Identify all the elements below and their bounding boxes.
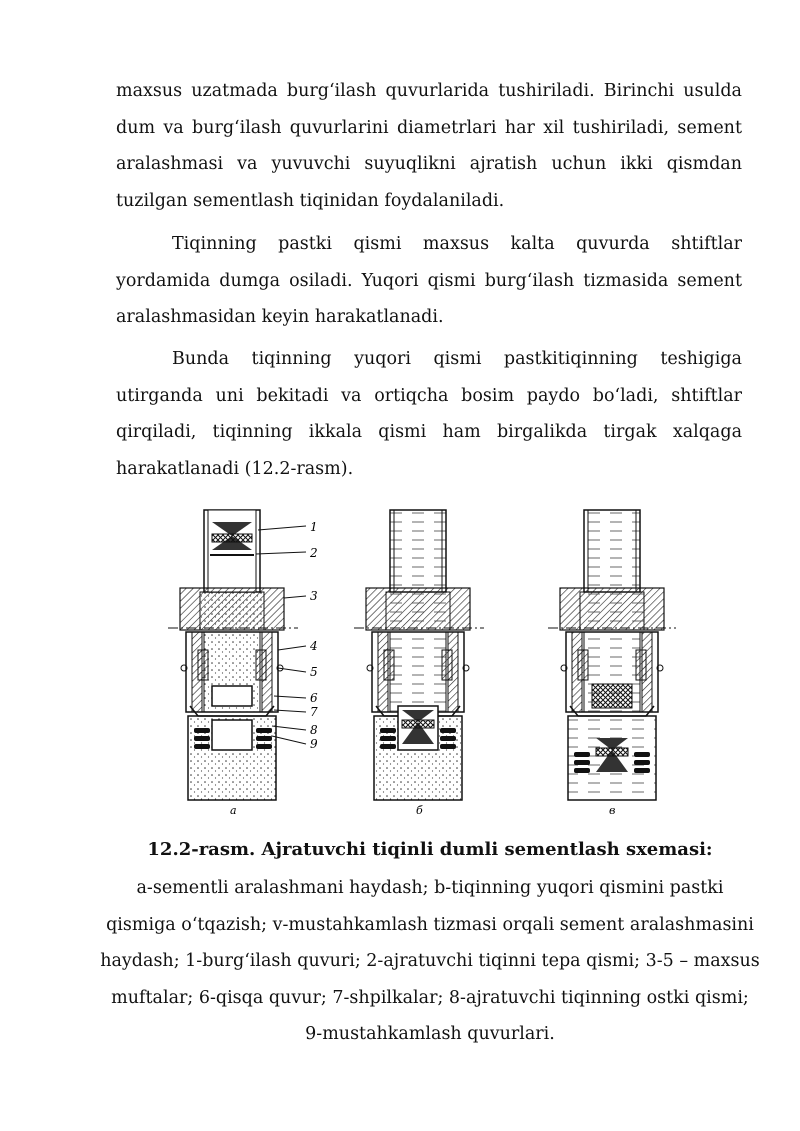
figure-drawing <box>168 500 676 820</box>
panel-b-drawing <box>354 510 484 800</box>
callout-6: 6 <box>310 691 318 705</box>
figure-caption-body: a-sementli aralashmani haydash; b-tiqinning yuqori qismini pastki qismiga o‘tqazish; v-mustahkamlash tizmasi orqali sement aralashmasini haydash; 1-burg‘ilash quvuri; 2-ajratuvchi tiqinni tepa qismi; 3-5 – maxsus muftalar; 6-qisqa quvur; 7-shpilkalar; 8-ajratuvchi tiqinning ostki qismi; 9-mustahkamlash quvurlari. <box>100 878 760 1044</box>
callout-9: 9 <box>310 737 318 751</box>
panel-label-v: в <box>609 804 616 817</box>
callout-3: 3 <box>310 589 318 603</box>
cementing-scheme-figure <box>168 500 676 820</box>
callout-5: 5 <box>310 665 318 679</box>
paragraph-2: Tiqinning pastki qismi maxsus kalta quvurda shtiftlar yordamida dumga osiladi. Yuqori qismi burg‘ilash tizmasida sement aralashmasidan keyin harakatlanadi. <box>116 234 742 327</box>
panel-v-drawing <box>548 510 676 800</box>
callout-2: 2 <box>310 546 318 560</box>
figure-caption-title: 12.2-rasm. Ajratuvchi tiqinli dumli sementlash sxemasi: <box>147 839 713 860</box>
callout-7: 7 <box>310 705 318 719</box>
callout-4: 4 <box>310 639 318 653</box>
panel-label-b: б <box>416 804 423 817</box>
panel-label-a: a <box>230 804 237 817</box>
callout-8: 8 <box>310 723 318 737</box>
callout-1: 1 <box>310 520 318 534</box>
paragraph-3: Bunda tiqinning yuqori qismi pastkitiqinning teshigiga utirganda uni bekitadi va ortiqcha bosim paydo bo‘ladi, shtiftlar qirqiladi, tiqinning ikkala qismi ham birgalikda tirgak xalqaga harakatlanadi (12.2-rasm). <box>116 349 742 479</box>
paragraph-1: maxsus uzatmada burg‘ilash quvurlarida tushiriladi. Birinchi usulda dum va burg‘ilash quvurlarini diametrlari har xil tushiriladi, sement aralashmasi va yuvuvchi suyuqlikni ajratish uchun ikki qismdan tuzilgan sementlash tiqinidan foydalaniladi. <box>116 81 742 211</box>
